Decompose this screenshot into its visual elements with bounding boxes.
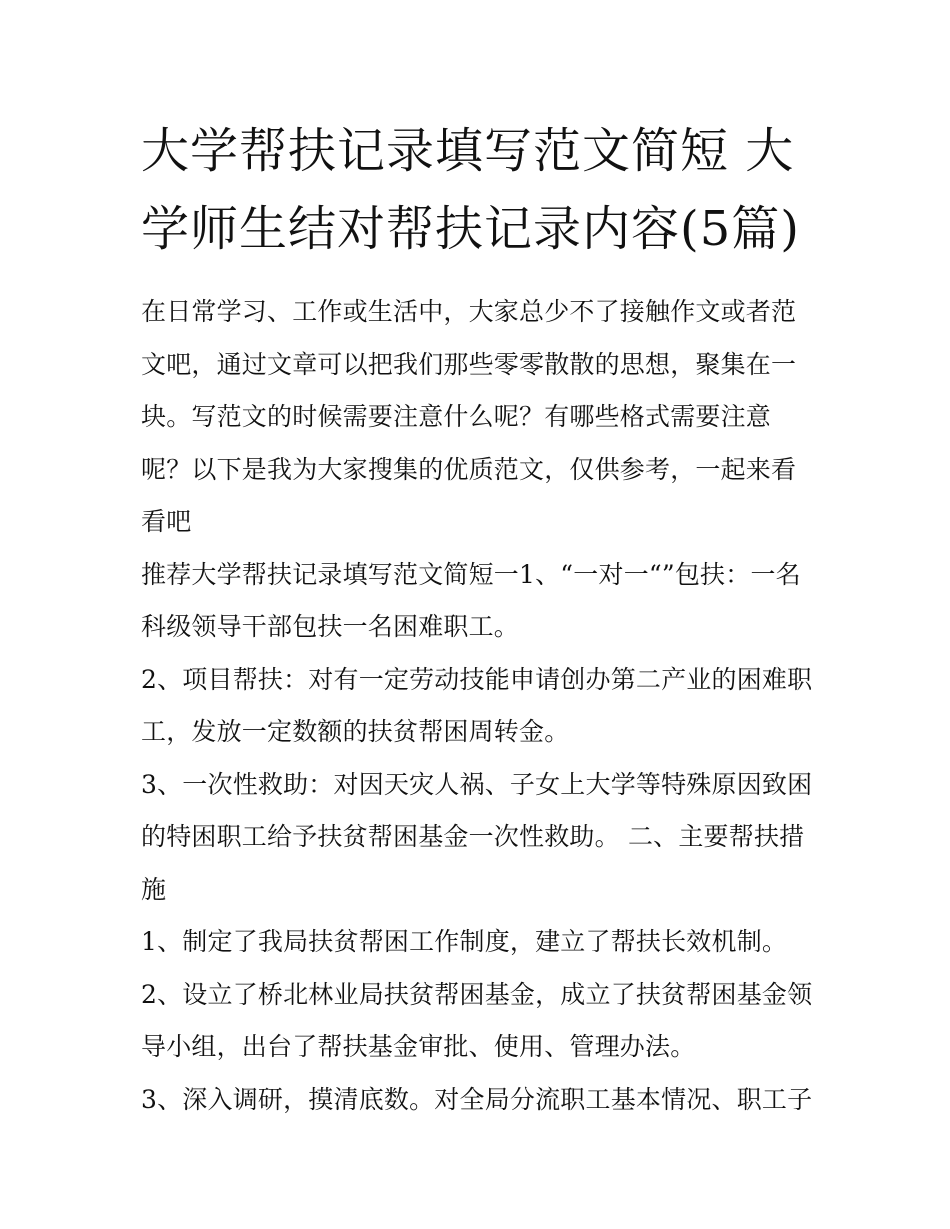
document-title: 大学帮扶记录填写范文简短 大学师生结对帮扶记录内容(5篇) xyxy=(141,123,800,257)
paragraph-recommendation: 推荐大学帮扶记录填写范文简短一1、“一对一“”包扶：一名科级领导干部包扶一名困难职工。 xyxy=(141,559,801,641)
paragraph-fund: 2、设立了桥北林业局扶贫帮困基金，成立了扶贫帮困基金领导小组，出台了帮扶基金审批、使用、管理办法。 xyxy=(141,979,813,1061)
paragraph-research: 3、深入调研，摸清底数。对全局分流职工基本情况、职工子 xyxy=(141,1084,813,1114)
paragraph-project-help: 2、项目帮扶：对有一定劳动技能申请创办第二产业的困难职工，发放一定数额的扶贫帮困周转金。 xyxy=(141,664,813,746)
paragraph-one-time-aid: 3、一次性救助：对因天灾人祸、子女上大学等特殊原因致困的特困职工给予扶贫帮困基金一次性救助。 二、主要帮扶措施 xyxy=(141,769,813,904)
paragraph-system: 1、制定了我局扶贫帮困工作制度，建立了帮扶长效机制。 xyxy=(141,927,788,956)
paragraph-intro: 在日常学习、工作或生活中，大家总少不了接触作文或者范文吧，通过文章可以把我们那些零零散散的思想，聚集在一块。写范文的时候需要注意什么呢？有哪些格式需要注意呢？以下是我为大家搜集的优质范文，仅供参考，一起来看看吧 xyxy=(141,297,797,536)
